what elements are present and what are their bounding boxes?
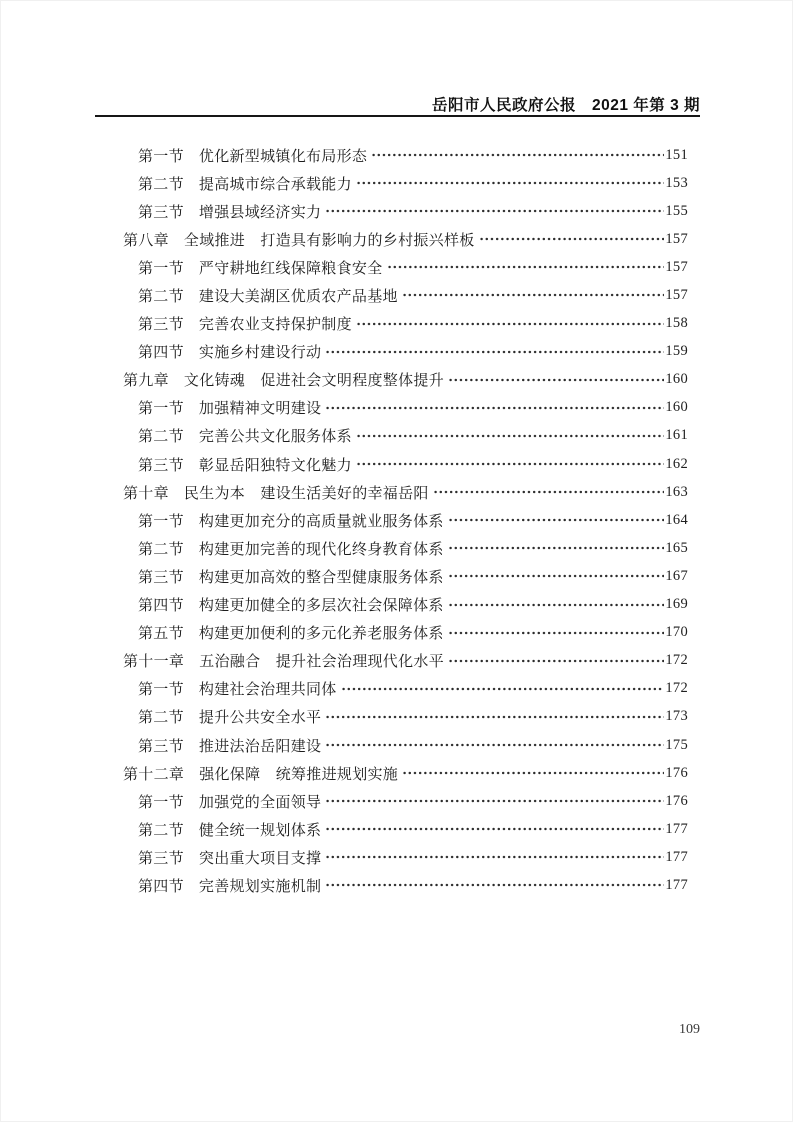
toc-entry-title: 五治融合 提升社会治理现代化水平 <box>199 654 445 671</box>
toc-entry <box>95 366 688 394</box>
toc-entry-title: 民生为本 建设生活美好的幸福岳阳 <box>183 485 429 502</box>
toc-entry-title: 构建更加充分的高质量就业服务体系 <box>198 513 444 530</box>
toc-dot-leader <box>479 225 665 253</box>
toc-entry <box>95 281 688 309</box>
toc-dot-leader <box>448 506 665 534</box>
toc-dot-leader <box>433 478 665 506</box>
toc-dot-leader <box>325 871 664 899</box>
page-number: 109 <box>679 1022 700 1037</box>
toc-dot-leader <box>448 619 665 647</box>
toc-dot-leader <box>448 366 664 394</box>
toc-entry-page-number: 176 <box>665 792 688 809</box>
toc-dot-leader <box>325 703 664 731</box>
toc-entry <box>95 871 688 899</box>
toc-entry-label: 第一节 <box>138 682 184 699</box>
toc-entry <box>95 787 688 815</box>
toc-entry-page-number: 162 <box>665 455 688 472</box>
toc-entry-label: 第一节 <box>138 794 184 811</box>
toc-dot-leader <box>356 169 664 197</box>
toc-entry-label: 第三节 <box>138 457 184 474</box>
toc-entry-title: 文化铸魂 促进社会文明程度整体提升 <box>183 373 445 390</box>
toc-entry-page-number: 158 <box>665 315 688 332</box>
toc-entry-label: 第一节 <box>138 513 184 530</box>
toc-entry-label: 第四节 <box>138 598 184 615</box>
toc-entry-page-number: 172 <box>665 652 688 669</box>
toc-entry <box>95 478 688 506</box>
toc-entry <box>95 619 688 647</box>
toc-entry-label: 第二节 <box>138 429 184 446</box>
toc-entry-title: 构建更加高效的整合型健康服务体系 <box>198 569 444 586</box>
toc-entry-page-number: 157 <box>665 287 688 304</box>
toc-entry <box>95 703 688 731</box>
toc-entry-title: 强化保障 统筹推进规划实施 <box>199 766 399 783</box>
toc-entry-label: 第一节 <box>138 148 184 165</box>
toc-entry <box>95 759 688 787</box>
toc-entry-page-number: 159 <box>665 343 688 360</box>
toc-entry-title: 健全统一规划体系 <box>198 822 322 839</box>
toc-entry-page-number: 177 <box>665 848 688 865</box>
toc-entry-page-number: 177 <box>665 876 688 893</box>
toc-dot-leader <box>356 310 664 338</box>
toc-entry-page-number: 151 <box>665 146 688 163</box>
toc-entry-title: 构建更加健全的多层次社会保障体系 <box>198 598 444 615</box>
toc-entry <box>95 197 688 225</box>
toc-dot-leader <box>448 591 665 619</box>
toc-entry-title: 构建更加完善的现代化终身教育体系 <box>198 541 444 558</box>
toc-dot-leader <box>387 253 665 281</box>
toc-entry <box>95 338 688 366</box>
toc-dot-leader <box>325 815 664 843</box>
toc-entry-label: 第二节 <box>138 710 184 727</box>
toc-entry-page-number: 160 <box>665 399 688 416</box>
toc-entry-title: 提高城市综合承载能力 <box>198 176 352 193</box>
toc-entry-title: 增强县域经济实力 <box>198 204 322 221</box>
toc-entry-label: 第三节 <box>138 738 184 755</box>
toc-entry <box>95 675 688 703</box>
toc-entry-page-number: 172 <box>665 680 688 697</box>
toc-entry <box>95 562 688 590</box>
toc-entry <box>95 647 688 675</box>
toc-entry-label: 第十一章 <box>123 654 185 671</box>
toc-dot-leader <box>448 562 665 590</box>
toc-entry <box>95 843 688 871</box>
toc-entry <box>95 225 688 253</box>
toc-entry-label: 第三节 <box>138 317 184 334</box>
toc-entry-label: 第一节 <box>138 401 184 418</box>
toc-dot-leader <box>402 759 664 787</box>
toc-entry-label: 第二节 <box>138 822 184 839</box>
toc-entry-title: 实施乡村建设行动 <box>198 345 322 362</box>
toc-entry-title: 加强精神文明建设 <box>198 401 322 418</box>
toc-dot-leader <box>325 787 664 815</box>
toc-entry-label: 第四节 <box>138 345 184 362</box>
gazette-header-title: 岳阳市人民政府公报 2021 年第 3 期 <box>431 97 700 114</box>
toc-entry <box>95 815 688 843</box>
toc-entry-label: 第四节 <box>138 878 184 895</box>
toc-entry-label: 第三节 <box>138 569 184 586</box>
toc-entry-page-number: 153 <box>665 174 688 191</box>
toc-entry-page-number: 170 <box>665 624 688 641</box>
toc-entry-page-number: 165 <box>665 539 688 556</box>
toc-entry-title: 完善规划实施机制 <box>198 878 322 895</box>
toc-entry-title: 构建更加便利的多元化养老服务体系 <box>198 626 444 643</box>
toc-entry-label: 第九章 <box>123 373 169 390</box>
toc-dot-leader <box>325 843 664 871</box>
toc-dot-leader <box>402 281 665 309</box>
toc-entry-page-number: 177 <box>665 820 688 837</box>
toc-entry-page-number: 157 <box>665 230 688 247</box>
toc-entry-page-number: 155 <box>665 202 688 219</box>
toc-entry <box>95 731 688 759</box>
toc-entry-title: 提升公共安全水平 <box>198 710 322 727</box>
toc-entry-page-number: 173 <box>665 708 688 725</box>
toc-entry <box>95 169 688 197</box>
toc-dot-leader <box>448 534 665 562</box>
toc-entry-label: 第五节 <box>138 626 184 643</box>
toc-entry-title: 突出重大项目支撑 <box>198 850 322 867</box>
toc-entry-label: 第二节 <box>138 289 184 306</box>
toc-entry-page-number: 161 <box>665 427 688 444</box>
toc-entry-page-number: 169 <box>665 596 688 613</box>
toc-entry <box>95 141 688 169</box>
toc-entry <box>95 450 688 478</box>
toc-entry-title: 加强党的全面领导 <box>198 794 322 811</box>
toc-entry-page-number: 163 <box>665 483 688 500</box>
toc-entry-page-number: 175 <box>665 736 688 753</box>
toc-entry-title: 建设大美湖区优质农产品基地 <box>198 289 398 306</box>
toc-entry-label: 第二节 <box>138 176 184 193</box>
toc-entry-label: 第三节 <box>138 850 184 867</box>
toc-dot-leader <box>341 675 665 703</box>
toc-dot-leader <box>325 338 664 366</box>
toc-dot-leader <box>325 731 664 759</box>
page-footer <box>95 1022 700 1038</box>
toc-dot-leader <box>356 422 664 450</box>
toc-dot-leader <box>448 647 664 675</box>
toc-entry <box>95 591 688 619</box>
toc-entry-label: 第十二章 <box>123 766 185 783</box>
toc-entry-label: 第二节 <box>138 541 184 558</box>
header-rule <box>95 115 700 117</box>
toc-entry-title: 完善农业支持保护制度 <box>198 317 352 334</box>
toc-entry <box>95 422 688 450</box>
toc-entry-title: 彰显岳阳独特文化魅力 <box>198 457 352 474</box>
toc-entry <box>95 394 688 422</box>
toc-entry-page-number: 176 <box>665 764 688 781</box>
toc-entry <box>95 534 688 562</box>
toc-entry <box>95 310 688 338</box>
toc-dot-leader <box>356 450 664 478</box>
table-of-contents <box>95 141 688 900</box>
toc-entry-title: 推进法治岳阳建设 <box>198 738 322 755</box>
toc-dot-leader <box>371 141 664 169</box>
toc-entry-title: 完善公共文化服务体系 <box>198 429 352 446</box>
toc-dot-leader <box>325 197 664 225</box>
toc-entry-label: 第十章 <box>123 485 169 502</box>
toc-entry-label: 第八章 <box>123 232 169 249</box>
toc-entry-title: 全域推进 打造具有影响力的乡村振兴样板 <box>183 232 475 249</box>
toc-entry-label: 第一节 <box>138 260 184 277</box>
toc-entry-page-number: 160 <box>665 371 688 388</box>
toc-entry-page-number: 167 <box>665 567 688 584</box>
toc-entry-page-number: 164 <box>665 511 688 528</box>
toc-entry-title: 严守耕地红线保障粮食安全 <box>198 260 383 277</box>
toc-entry <box>95 506 688 534</box>
toc-entry-label: 第三节 <box>138 204 184 221</box>
toc-entry-title: 构建社会治理共同体 <box>198 682 337 699</box>
toc-entry-title: 优化新型城镇化布局形态 <box>198 148 368 165</box>
toc-entry-page-number: 157 <box>665 258 688 275</box>
toc-entry <box>95 253 688 281</box>
toc-dot-leader <box>325 394 664 422</box>
